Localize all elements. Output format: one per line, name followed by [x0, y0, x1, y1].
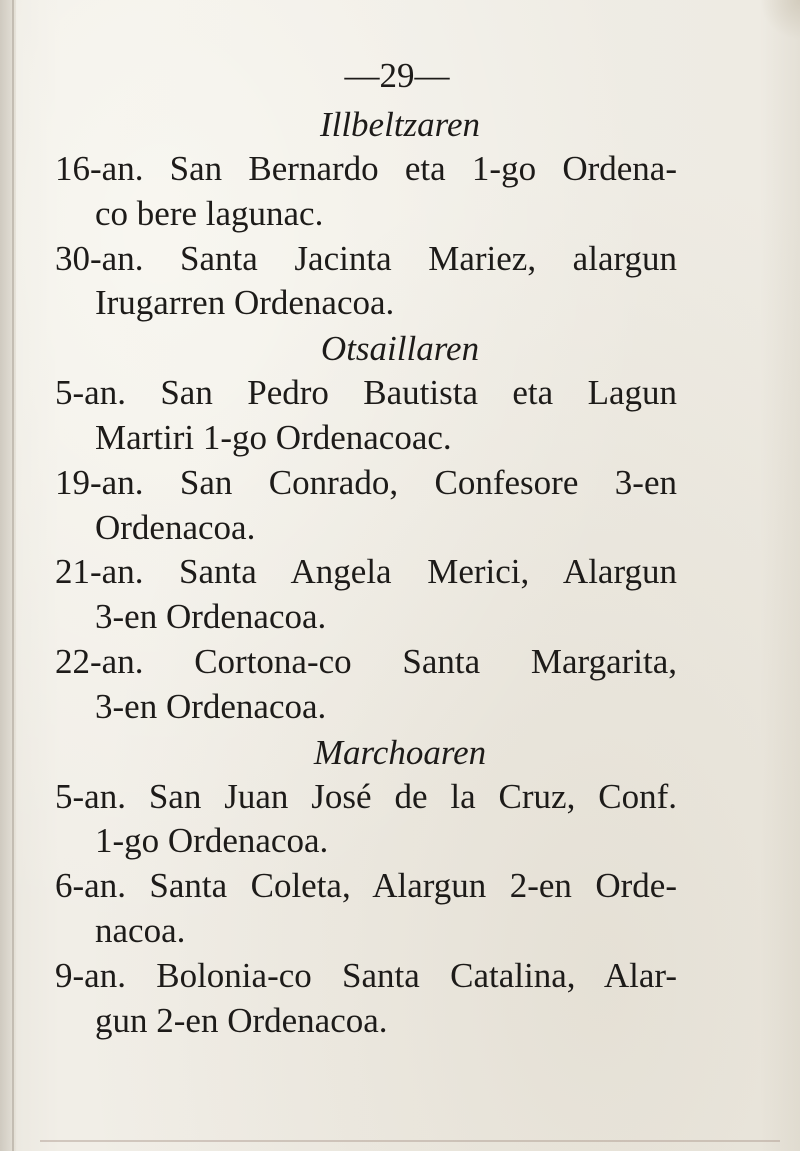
feast-entry: [0, 640, 800, 730]
entry-line: 22-an. Cortona-co Santa Margarita,: [55, 641, 677, 681]
entry-line: Martiri 1-go Ordenacoac.: [95, 417, 452, 457]
feast-entry: [0, 775, 800, 865]
entry-line: 3-en Ordenacoa.: [95, 597, 327, 637]
feast-entry: [0, 550, 800, 640]
page-bottom-line: [40, 1140, 780, 1142]
entry-line: 9-an. Bolonia-co Santa Catalina, Alar-: [55, 955, 677, 995]
feast-entry: [0, 461, 800, 551]
month-heading: Marchoaren: [313, 732, 487, 772]
feast-entry: [0, 371, 800, 461]
entry-line: gun 2-en Ordenacoa.: [95, 1000, 388, 1040]
feast-entry: [0, 237, 800, 327]
feast-entry: [0, 147, 800, 237]
feast-entry: [0, 864, 800, 954]
entry-line: nacoa.: [95, 910, 186, 950]
entry-line: 5-an. San Juan José de la Cruz, Conf.: [55, 776, 677, 816]
page-number: —29—: [344, 56, 450, 95]
page-text-block: [0, 50, 800, 1043]
entry-line: co bere lagunac.: [95, 193, 324, 233]
entry-line: 3-en Ordenacoa.: [95, 686, 327, 726]
entry-line: Ordenacoa.: [95, 507, 256, 547]
month-section-illbeltzaren: [0, 102, 800, 326]
page-corner-stain: [760, 0, 800, 40]
entry-line: Irugarren Ordenacoa.: [95, 283, 395, 323]
month-heading: Illbeltzaren: [319, 105, 481, 144]
entry-line: 30-an. Santa Jacinta Mariez, alargun: [55, 238, 677, 278]
month-section-marchoaren: [0, 730, 800, 1044]
entry-line: 5-an. San Pedro Bautista eta Lagun: [55, 373, 677, 413]
entry-line: 1-go Ordenacoa.: [95, 821, 329, 861]
entry-line: 16-an. San Bernardo eta 1-go Ordena-: [55, 149, 677, 188]
entry-line: 19-an. San Conrado, Confesore 3-en: [55, 462, 677, 502]
entry-line: 6-an. Santa Coleta, Alargun 2-en Orde-: [55, 866, 677, 906]
month-section-otsaillaren: [0, 326, 800, 729]
feast-entry: [0, 954, 800, 1044]
month-heading: Otsaillaren: [320, 329, 480, 369]
entry-line: 21-an. Santa Angela Merici, Alargun: [55, 552, 677, 592]
